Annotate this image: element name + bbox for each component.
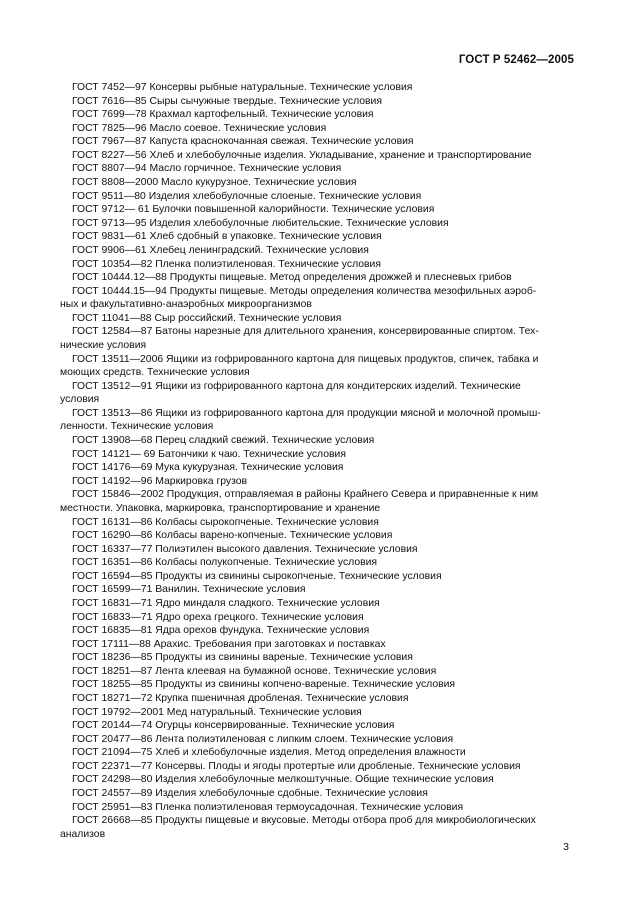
reference-entry-continuation: нические условия bbox=[60, 339, 147, 351]
reference-entry: ГОСТ 7699—78 Крахмал картофельный. Технические условия bbox=[72, 109, 374, 121]
reference-entry: ГОСТ 22371—77 Консервы. Плоды и ягоды протертые или дробленые. Технические условия bbox=[72, 760, 521, 772]
reference-entry: ГОСТ 12584—87 Батоны нарезные для длительного хранения, консервированные спиртом. Тех- bbox=[72, 326, 539, 338]
reference-entry: ГОСТ 15846—2002 Продукция, отправляемая в районы Крайнего Севера и приравненные к ним bbox=[72, 489, 539, 501]
reference-entry: ГОСТ 16835—81 Ядра орехов фундука. Технические условия bbox=[72, 625, 370, 637]
reference-entry-continuation: местности. Упаковка, маркировка, транспортирование и хранение bbox=[60, 502, 381, 514]
reference-entry: ГОСТ 14121— 69 Батончики к чаю. Технические условия bbox=[72, 448, 346, 460]
reference-entry: ГОСТ 16599—71 Ванилин. Технические условия bbox=[72, 584, 306, 596]
reference-entry: ГОСТ 8227—56 Хлеб и хлебобулочные изделия. Укладывание, хранение и транспортирование bbox=[72, 149, 532, 161]
reference-entry: ГОСТ 18255—85 Продукты из свинины копчено-вареные. Технические условия bbox=[72, 679, 456, 691]
reference-entry: ГОСТ 10354—82 Пленка полиэтиленовая. Технические условия bbox=[72, 258, 381, 270]
reference-entry: ГОСТ 16831—71 Ядро миндаля сладкого. Технические условия bbox=[72, 597, 380, 609]
reference-entry: ГОСТ 18236—85 Продукты из свинины вареные. Технические условия bbox=[72, 652, 413, 664]
document-header: ГОСТ Р 52462—2005 bbox=[458, 54, 574, 66]
reference-entry: ГОСТ 20477—86 Лента полиэтиленовая с липким слоем. Технические условия bbox=[72, 733, 454, 745]
reference-entry: ГОСТ 10444.12—88 Продукты пищевые. Метод определения дрожжей и плесневых грибов bbox=[72, 272, 512, 284]
reference-entry: ГОСТ 24298—80 Изделия хлебобулочные мелкоштучные. Общие технические условия bbox=[72, 774, 494, 786]
reference-entry: ГОСТ 18251—87 Лента клеевая на бумажной основе. Технические условия bbox=[72, 665, 437, 677]
reference-entry-continuation: условия bbox=[60, 394, 100, 406]
reference-entry: ГОСТ 7452—97 Консервы рыбные натуральные. Технические условия bbox=[72, 82, 413, 93]
reference-entry: ГОСТ 13511—2006 Ящики из гофрированного картона для пищевых продуктов, спичек, табака и bbox=[72, 353, 539, 365]
reference-entry: ГОСТ 9831—61 Хлеб сдобный в упаковке. Технические условия bbox=[72, 231, 382, 243]
reference-entry: ГОСТ 16833—71 Ядро ореха грецкого. Технические условия bbox=[72, 611, 364, 623]
reference-entry: ГОСТ 13908—68 Перец сладкий свежий. Технические условия bbox=[72, 435, 375, 447]
reference-entry: ГОСТ 9906—61 Хлебец ленинградский. Технические условия bbox=[72, 244, 369, 256]
reference-entry: ГОСТ 13513—86 Ящики из гофрированного картона для продукции мясной и молочной промыш- bbox=[72, 407, 541, 419]
reference-entry: ГОСТ 10444.15—94 Продукты пищевые. Методы определения количества мезофильных аэроб- bbox=[72, 285, 537, 297]
reference-entry: ГОСТ 19792—2001 Мед натуральный. Технические условия bbox=[72, 706, 362, 718]
reference-entry: ГОСТ 17111—88 Арахис. Требования при заготовках и поставках bbox=[72, 638, 386, 650]
reference-entry: ГОСТ 26668—85 Продукты пищевые и вкусовые. Методы отбора проб для микробиологических bbox=[72, 815, 536, 827]
reference-entry: ГОСТ 20144—74 Огурцы консервированные. Технические условия bbox=[72, 720, 395, 732]
page-number: 3 bbox=[563, 841, 569, 853]
reference-entry-continuation: ленности. Технические условия bbox=[60, 421, 214, 433]
reference-entry: ГОСТ 13512—91 Ящики из гофрированного картона для кондитерских изделий. Технические bbox=[72, 380, 521, 392]
reference-entry-continuation: ных и факультативно-анаэробных микроорганизмов bbox=[60, 299, 312, 311]
reference-entry-continuation: анализов bbox=[60, 828, 106, 840]
reference-entry: ГОСТ 24557—89 Изделия хлебобулочные сдобные. Технические условия bbox=[72, 788, 428, 800]
reference-entry-continuation: моющих средств. Технические условия bbox=[60, 367, 250, 379]
reference-entry: ГОСТ 16351—86 Колбасы полукопченые. Технические условия bbox=[72, 557, 378, 569]
reference-entry: ГОСТ 16290—86 Колбасы варено-копченые. Технические условия bbox=[72, 530, 393, 542]
reference-entry: ГОСТ 9511—80 Изделия хлебобулочные слоеные. Технические условия bbox=[72, 190, 422, 202]
reference-entry: ГОСТ 9713—95 Изделия хлебобулочные любительские. Технические условия bbox=[72, 217, 449, 229]
reference-entry: ГОСТ 16337—77 Полиэтилен высокого давления. Технические условия bbox=[72, 543, 418, 555]
references-list bbox=[60, 81, 570, 841]
reference-entry: ГОСТ 21094—75 Хлеб и хлебобулочные изделия. Метод определения влажности bbox=[72, 747, 466, 759]
reference-entry: ГОСТ 9712— 61 Булочки повышенной калорийности. Технические условия bbox=[72, 204, 435, 216]
reference-entry: ГОСТ 14176—69 Мука кукурузная. Технические условия bbox=[72, 462, 344, 474]
reference-entry: ГОСТ 25951—83 Пленка полиэтиленовая термоусадочная. Технические условия bbox=[72, 801, 464, 813]
reference-entry: ГОСТ 8808—2000 Масло кукурузное. Технические условия bbox=[72, 177, 357, 189]
reference-entry: ГОСТ 7616—85 Сыры сычужные твердые. Технические условия bbox=[72, 95, 382, 107]
reference-entry: ГОСТ 11041—88 Сыр российский. Технические условия bbox=[72, 312, 342, 324]
reference-entry: ГОСТ 18271—72 Крупка пшеничная дробленая. Технические условия bbox=[72, 693, 409, 705]
reference-entry: ГОСТ 16594—85 Продукты из свинины сырокопченые. Технические условия bbox=[72, 570, 442, 582]
reference-entry: ГОСТ 8807—94 Масло горчичное. Технические условия bbox=[72, 163, 342, 175]
reference-entry: ГОСТ 7825—96 Масло соевое. Технические условия bbox=[72, 122, 327, 134]
reference-entry: ГОСТ 16131—86 Колбасы сырокопченые. Технические условия bbox=[72, 516, 379, 528]
reference-entry: ГОСТ 14192—96 Маркировка грузов bbox=[72, 475, 248, 487]
reference-entry: ГОСТ 7967—87 Капуста краснокочанная свежая. Технические условия bbox=[72, 136, 414, 148]
